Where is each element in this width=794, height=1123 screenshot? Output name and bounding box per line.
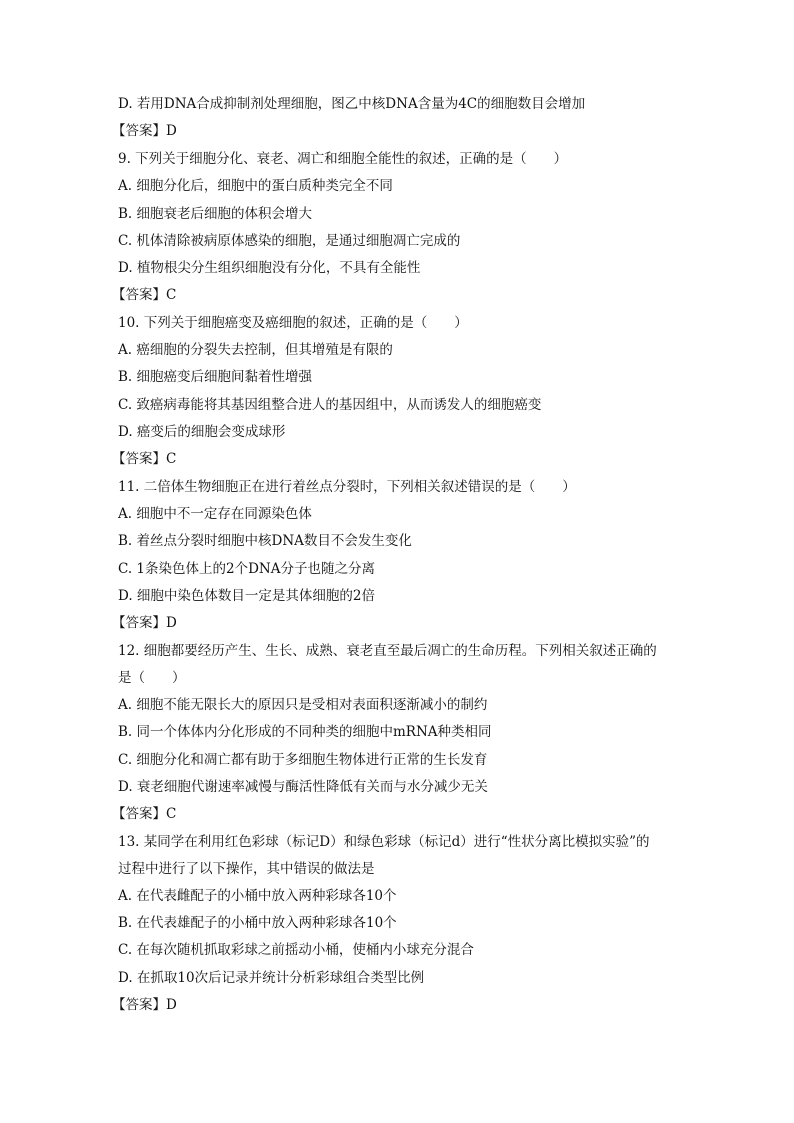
q8-option-d: D. 若用DNA合成抑制剂处理细胞，图乙中核DNA含量为4C的细胞数目会增加 (118, 96, 586, 112)
q13-option-b: B. 在代表雄配子的小桶中放入两种彩球各10个 (118, 915, 397, 931)
q9-option-c: C. 机体清除被病原体感染的细胞，是通过细胞凋亡完成的 (118, 233, 461, 249)
q12-answer: 【答案】C (112, 806, 177, 822)
q9-option-d: D. 植物根尖分生组织细胞没有分化，不具有全能性 (118, 260, 421, 276)
q11-option-d: D. 细胞中染色体数目一定是其体细胞的2倍 (118, 588, 376, 604)
q13-option-c: C. 在每次随机抓取彩球之前摇动小桶，使桶内小球充分混合 (118, 942, 474, 958)
q8-answer: 【答案】D (112, 123, 177, 139)
q13-stem-line1: 13. 某同学在利用红色彩球（标记D）和绿色彩球（标记d）进行“性状分离比模拟实验”的 (118, 834, 650, 850)
q11-option-c: C. 1条染色体上的2个DNA分子也随之分离 (118, 561, 375, 577)
q10-stem: 10. 下列关于细胞癌变及癌细胞的叙述，正确的是（ ） (118, 315, 468, 331)
q11-option-b: B. 着丝点分裂时细胞中核DNA数目不会发生变化 (118, 533, 412, 549)
q13-option-d: D. 在抓取10次后记录并统计分析彩球组合类型比例 (118, 970, 425, 986)
q11-option-a: A. 细胞中不一定存在同源染色体 (118, 506, 312, 522)
q10-option-d: D. 癌变后的细胞会变成球形 (118, 424, 286, 440)
q12-option-b: B. 同一个体体内分化形成的不同种类的细胞中mRNA种类相同 (118, 724, 492, 740)
q13-option-a: A. 在代表雌配子的小桶中放入两种彩球各10个 (118, 888, 397, 904)
q12-stem-line1: 12. 细胞都要经历产生、生长、成熟、衰老直至最后凋亡的生命历程。下列相关叙述正确的 (118, 643, 657, 659)
q10-option-c: C. 致癌病毒能将其基因组整合进人的基因组中，从而诱发人的细胞癌变 (118, 397, 542, 413)
q13-stem-line2: 过程中进行了以下操作，其中错误的做法是 (118, 861, 375, 877)
q11-stem: 11. 二倍体生物细胞正在进行着丝点分裂时，下列相关叙述错误的是（ ） (118, 479, 576, 495)
q13-answer: 【答案】D (112, 997, 177, 1013)
q12-stem-line2: 是（ ） (118, 670, 186, 686)
q10-answer: 【答案】C (112, 451, 177, 467)
q12-option-a: A. 细胞不能无限长大的原因只是受相对表面积逐渐减小的制约 (118, 697, 488, 713)
q12-option-c: C. 细胞分化和凋亡都有助于多细胞生物体进行正常的生长发育 (118, 752, 488, 768)
q10-option-a: A. 癌细胞的分裂失去控制，但其增殖是有限的 (118, 342, 393, 358)
q9-option-a: A. 细胞分化后，细胞中的蛋白质种类完全不同 (118, 178, 393, 194)
q12-option-d: D. 衰老细胞代谢速率减慢与酶活性降低有关而与水分减少无关 (118, 779, 488, 795)
q9-option-b: B. 细胞衰老后细胞的体积会增大 (118, 206, 313, 222)
q10-option-b: B. 细胞癌变后细胞间黏着性增强 (118, 369, 313, 385)
q9-stem: 9. 下列关于细胞分化、衰老、凋亡和细胞全能性的叙述，正确的是（ ） (118, 151, 568, 167)
q11-answer: 【答案】D (112, 615, 177, 631)
q9-answer: 【答案】C (112, 287, 177, 303)
